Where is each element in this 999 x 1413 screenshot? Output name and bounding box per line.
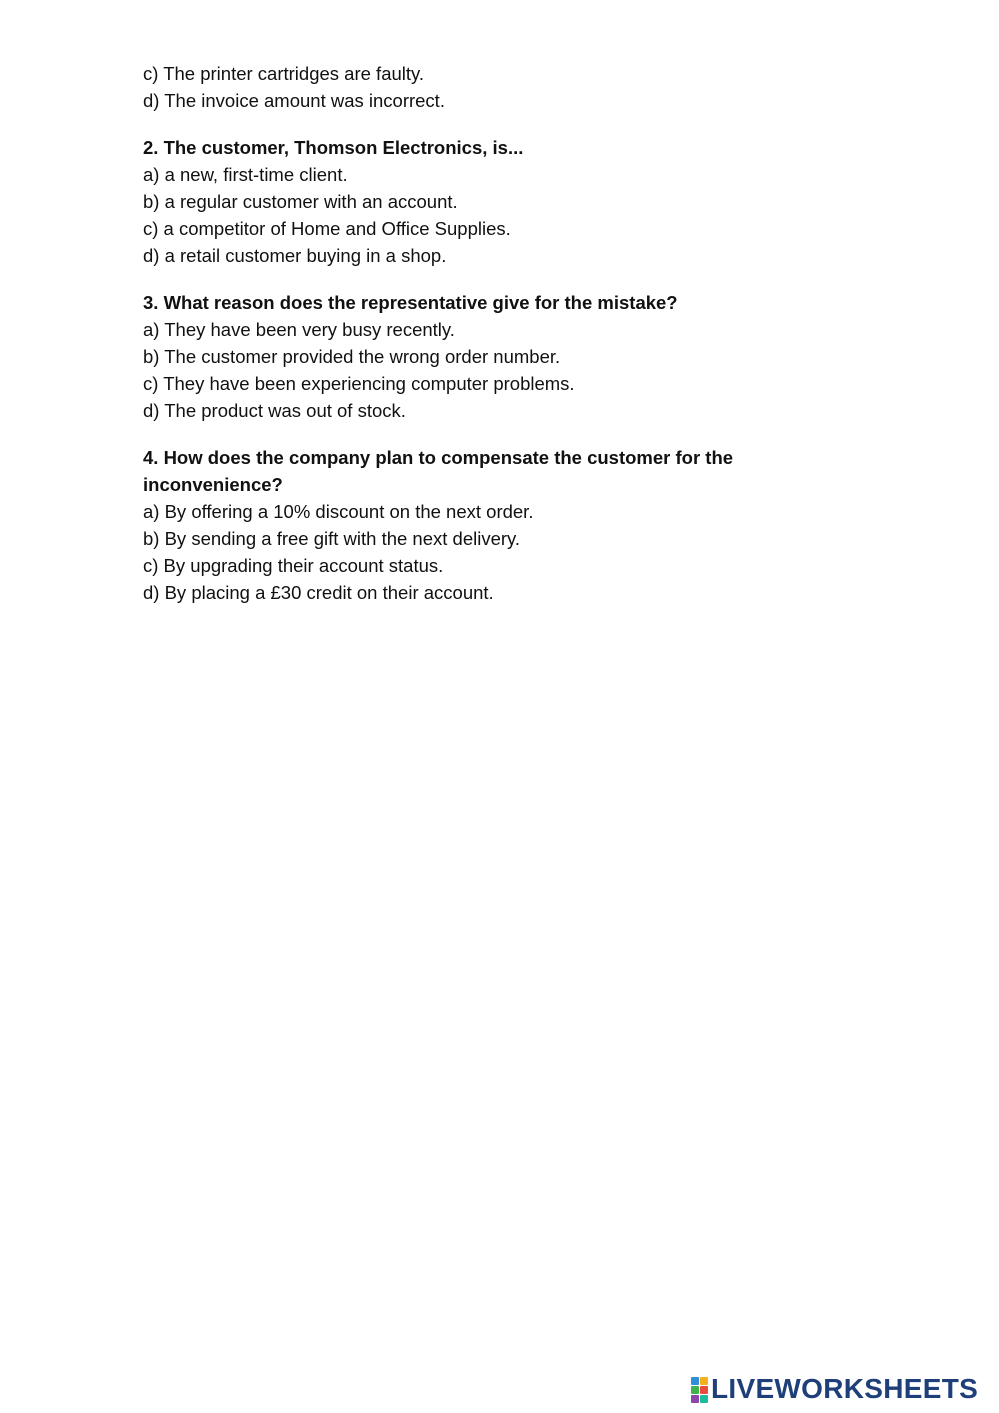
question-2-option-c: c) a competitor of Home and Office Supplies. xyxy=(143,218,511,239)
question-block-3 xyxy=(143,289,843,424)
question-block-4 xyxy=(143,444,843,606)
question-2-option-a: a) a new, first-time client. xyxy=(143,164,348,185)
icon-square-2 xyxy=(700,1377,708,1385)
question-4-text: 4. How does the company plan to compensate the customer for the inconvenience? xyxy=(143,447,734,495)
question-3-option-b: b) The customer provided the wrong order number. xyxy=(143,346,561,367)
option-d: d) The invoice amount was incorrect. xyxy=(143,90,445,111)
question-2-option-d: d) a retail customer buying in a shop. xyxy=(143,245,447,266)
question-block-2 xyxy=(143,134,843,269)
question-3-option-c: c) They have been experiencing computer problems. xyxy=(143,373,575,394)
question-3-option-d: d) The product was out of stock. xyxy=(143,400,406,421)
question-3-option-a: a) They have been very busy recently. xyxy=(143,319,455,340)
continued-options xyxy=(143,60,843,114)
icon-square-6 xyxy=(700,1395,708,1403)
brand-name: LIVEWORKSHEETS xyxy=(711,1373,979,1404)
icon-square-3 xyxy=(691,1386,699,1394)
icon-square-4 xyxy=(700,1386,708,1394)
question-4-option-c: c) By upgrading their account status. xyxy=(143,555,444,576)
question-4-option-a: a) By offering a 10% discount on the next order. xyxy=(143,501,534,522)
question-4-option-d: d) By placing a £30 credit on their account. xyxy=(143,582,494,603)
icon-square-1 xyxy=(691,1377,699,1385)
icon-square-5 xyxy=(691,1395,699,1403)
question-4-option-b: b) By sending a free gift with the next delivery. xyxy=(143,528,521,549)
question-2-text: 2. The customer, Thomson Electronics, is... xyxy=(143,137,524,158)
question-3-text: 3. What reason does the representative give for the mistake? xyxy=(143,292,678,313)
liveworksheets-icon xyxy=(691,1377,708,1402)
worksheet-content xyxy=(143,60,843,606)
option-c: c) The printer cartridges are faulty. xyxy=(143,63,425,84)
question-2-option-b: b) a regular customer with an account. xyxy=(143,191,458,212)
liveworksheets-logo[interactable] xyxy=(691,1373,978,1405)
